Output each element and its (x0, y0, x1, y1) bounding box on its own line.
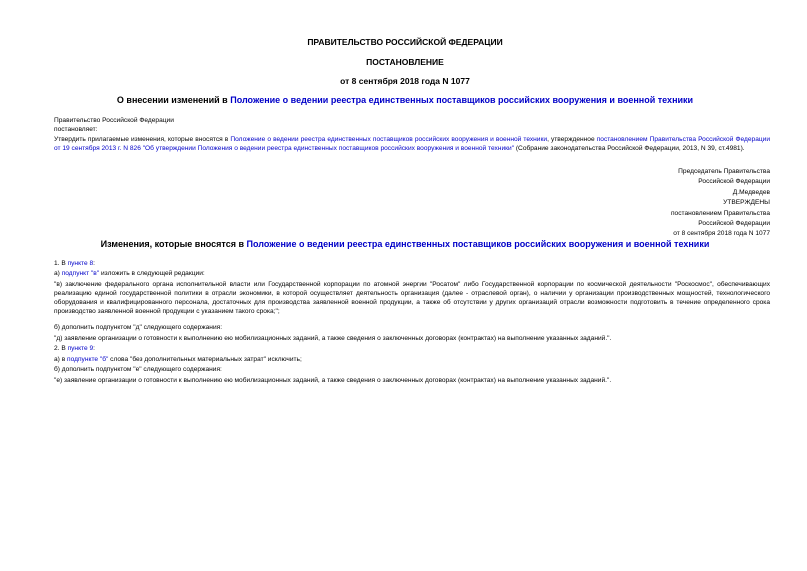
item-1-prefix: 1. В (54, 260, 68, 267)
decree-title (40, 95, 770, 105)
item-1b-text: "д) заявление организации о готовности к выполнению ею мобилизационных заданий, а также сведения о заключенных договорах (контрактах) на выполнение указанных заданий.". (54, 335, 612, 342)
item-2b: б) дополнить подпунктом "е" следующего содержания: (54, 366, 222, 373)
intro-line-2: постановляет: (54, 126, 98, 133)
government-heading: ПРАВИТЕЛЬСТВО РОССИЙСКОЙ ФЕДЕРАЦИИ (307, 37, 503, 47)
item-2a-prefix: а) в (54, 356, 68, 363)
item-2a-link[interactable]: подпункте "б" (67, 356, 109, 363)
item-1a-text: "в) заключение федерального органа исполнительной власти или Государственной корпорации по атомной энергии "Росатом" либо Государственной корпорации по космической деятельности "Роскосмос", обеспечивающих реализацию единой государственной политики в отрасли экономики, в которой осуществляет деятельность организация (далее - отраслевой орган), о наличии у организации производственных мощностей, технологического оборудования и квалифицированного персонала, достаточных для производства заявленной военной продукции, а также об отсутствии у других организаций отрасли возможности подготовить в течение определенного срока производство заявленной военной продукции с указанием такого срока;"; (54, 281, 770, 315)
approved-line-3: Российской Федерации (698, 220, 770, 227)
decree-title-prefix: О внесении изменений в (116, 95, 231, 105)
item-2-prefix: 2. В (54, 345, 68, 352)
item-2a (54, 355, 302, 364)
decree-title-link[interactable]: Положение о ведении реестра единственных поставщиков российских вооружения и военной техники (230, 95, 694, 105)
changes-title-prefix: Изменения, которые вносятся в (100, 239, 247, 249)
doc-type-heading: ПОСТАНОВЛЕНИЕ (366, 57, 444, 67)
item-1a-suffix: изложить в следующей редакции: (99, 270, 205, 277)
intro-p-prefix: Утвердить прилагаемые изменения, которые вносятся в (54, 136, 231, 143)
item-2a-suffix: слова "без дополнительных материальных затрат" исключить; (108, 356, 302, 363)
item-1b: б) дополнить подпунктом "д" следующего содержания: (54, 324, 223, 331)
intro-line-1: Правительство Российской Федерации (54, 117, 174, 124)
item-2-link[interactable]: пункте 9 (67, 345, 94, 352)
changes-title (40, 239, 770, 249)
signature-line-1: Председатель Правительства (678, 168, 770, 175)
changes-title-link[interactable]: Положение о ведении реестра единственных поставщиков российских вооружения и военной техники (246, 239, 710, 249)
item-1-link[interactable]: пункте 8 (67, 260, 94, 267)
signature-line-2: Российской Федерации (698, 178, 770, 185)
approved-line-1: УТВЕРЖДЕНЫ (723, 199, 770, 206)
item-2 (54, 344, 95, 353)
date-number-heading: от 8 сентября 2018 года N 1077 (340, 76, 470, 86)
item-1 (54, 259, 95, 268)
intro-p-link-postanovlenie[interactable]: постановлением Правительства Российской Федерации от 19 сентября 2013 г. N 826 "Об утверждении Положения о ведении реестра единственных поставщиков российских вооружения и военной техники" (54, 136, 771, 152)
approved-line-2: постановлением Правительства (670, 210, 770, 217)
item-1-suffix: : (93, 260, 95, 267)
item-2-suffix: : (93, 345, 95, 352)
signature-line-3: Д.Медведев (732, 189, 770, 196)
item-1a-prefix: а) (54, 270, 62, 277)
approved-line-4: от 8 сентября 2018 года N 1077 (673, 230, 770, 237)
item-1a (54, 269, 205, 278)
intro-paragraph (54, 135, 770, 153)
intro-p-suffix: (Собрание законодательства Российской Федерации, 2013, N 39, ст.4981). (514, 145, 745, 152)
item-2b-text: "е) заявление организации о готовности к выполнению ею мобилизационных заданий, а также сведения о заключенных договорах (контрактах) на выполнение указанных заданий.". (54, 377, 612, 384)
intro-p-mid: , утвержденное (547, 136, 597, 143)
item-1a-link[interactable]: подпункт "в" (61, 270, 100, 277)
intro-p-link-polozhenie[interactable]: Положение о ведении реестра единственных поставщиков российских вооружения и военной техники (230, 136, 548, 143)
